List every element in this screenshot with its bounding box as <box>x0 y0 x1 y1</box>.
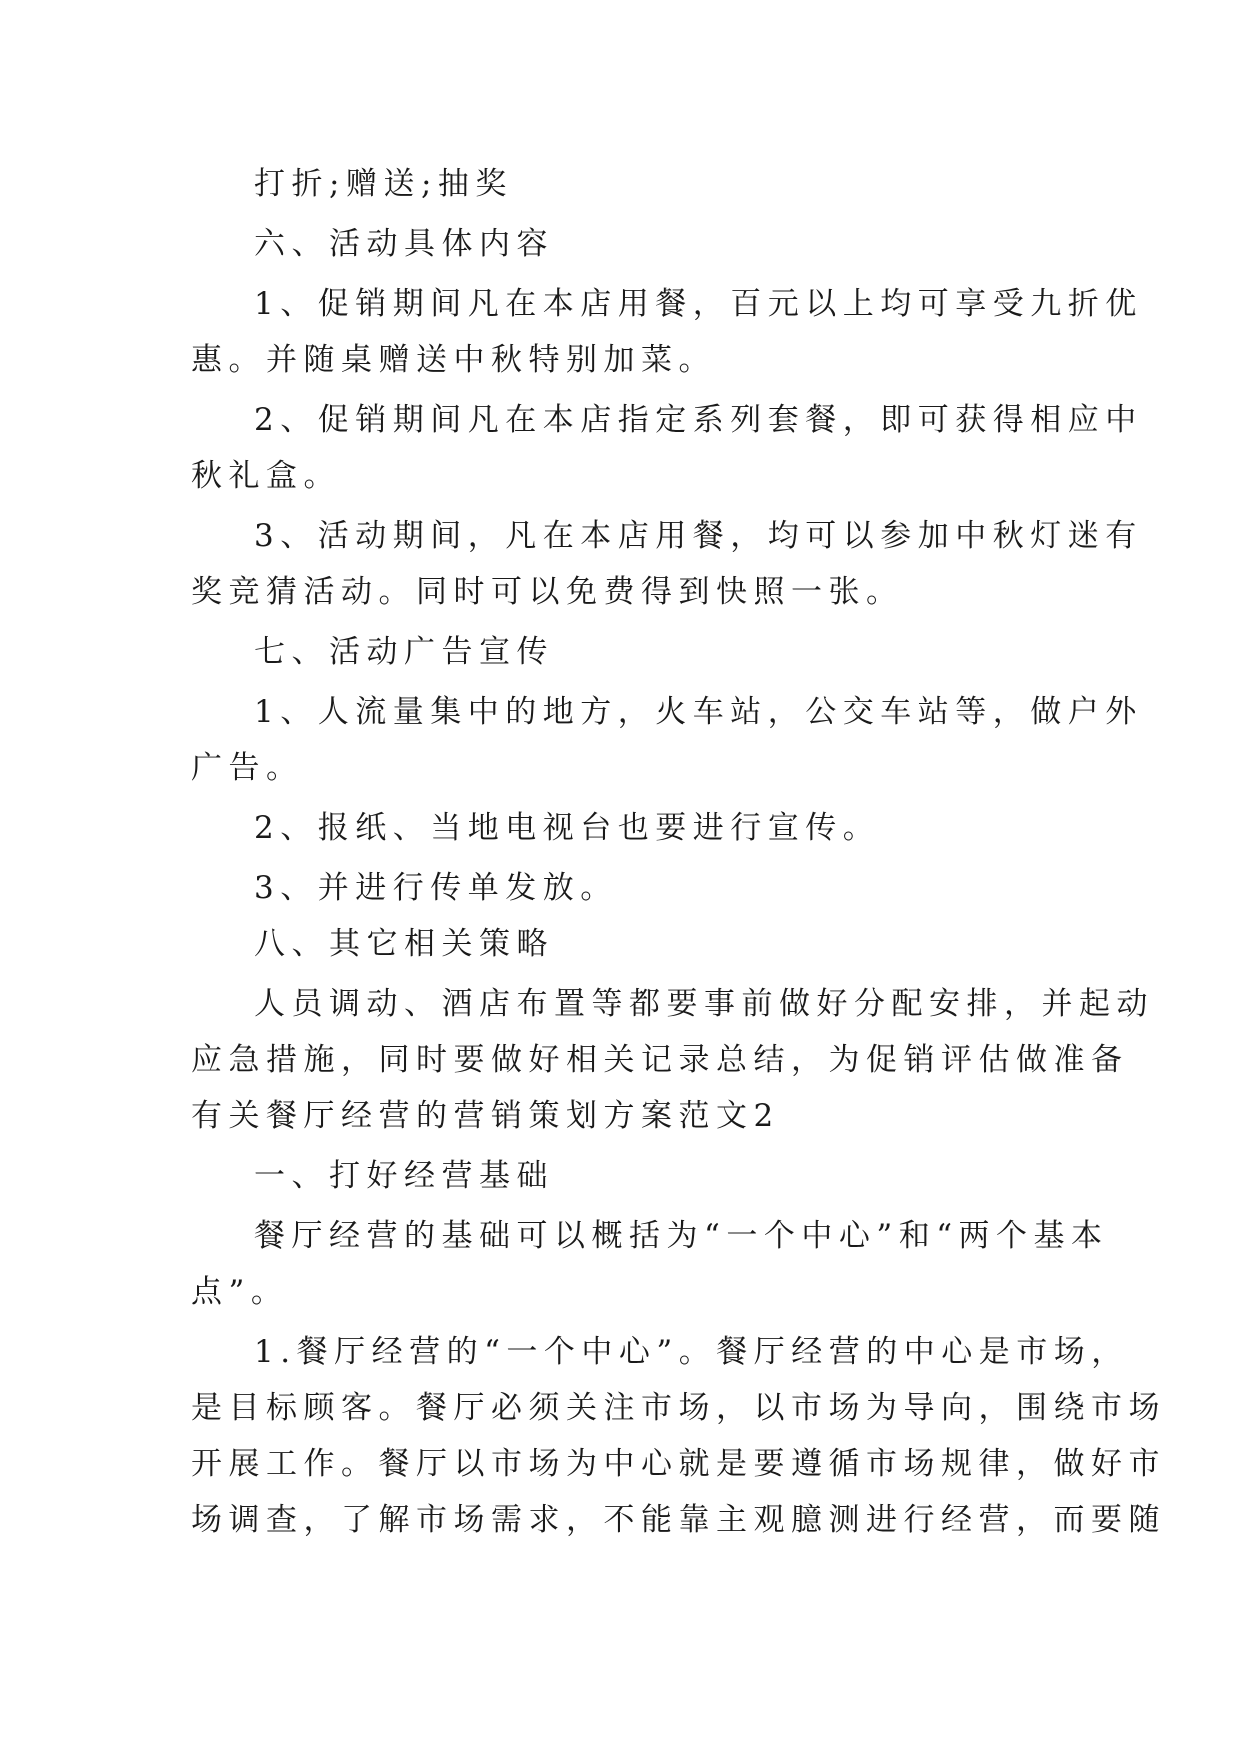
paragraph-center-line-2: 是目标顾客。餐厅必须关注市场，以市场为导向，围绕市场 <box>191 1390 1166 1426</box>
paragraph-item-3-line-1: 3、活动期间，凡在本店用餐，均可以参加中秋灯迷有 <box>254 518 1143 554</box>
paragraph-ad-1-line-1: 1、人流量集中的地方，火车站，公交车站等，做户外 <box>254 694 1143 730</box>
paragraph-ad-1-line-2: 广告。 <box>191 750 304 786</box>
section-heading-6: 六、活动具体内容 <box>254 226 554 262</box>
paragraph-ad-3: 3、并进行传单发放。 <box>254 870 618 906</box>
paragraph-item-1-line-2: 惠。并随桌赠送中秋特别加菜。 <box>191 342 716 378</box>
paragraph-ad-2: 2、报纸、当地电视台也要进行宣传。 <box>254 810 881 846</box>
paragraph-center-line-3: 开展工作。餐厅以市场为中心就是要遵循市场规律，做好市 <box>191 1446 1166 1482</box>
paragraph-basis-line-1: 餐厅经营的基础可以概括为“一个中心”和“两个基本 <box>254 1218 1109 1254</box>
paragraph-strategy-line-2: 应急措施，同时要做好相关记录总结，为促销评估做准备 <box>191 1042 1129 1078</box>
paragraph-promo-methods: 打折;赠送;抽奖 <box>254 166 513 202</box>
paragraph-basis-line-2: 点”。 <box>191 1274 289 1310</box>
article-title-2: 有关餐厅经营的营销策划方案范文2 <box>191 1098 780 1134</box>
section-heading-1: 一、打好经营基础 <box>254 1158 554 1194</box>
paragraph-strategy-line-1: 人员调动、酒店布置等都要事前做好分配安排，并起动 <box>254 986 1154 1022</box>
section-heading-7: 七、活动广告宣传 <box>254 634 554 670</box>
paragraph-item-1-line-1: 1、促销期间凡在本店用餐，百元以上均可享受九折优 <box>254 286 1143 322</box>
section-heading-8: 八、其它相关策略 <box>254 926 554 962</box>
paragraph-center-line-1: 1.餐厅经营的“一个中心”。餐厅经营的中心是市场， <box>254 1334 1129 1370</box>
paragraph-item-3-line-2: 奖竞猜活动。同时可以免费得到快照一张。 <box>191 574 904 610</box>
paragraph-center-line-4: 场调查，了解市场需求，不能靠主观臆测进行经营，而要随 <box>191 1502 1166 1538</box>
paragraph-item-2-line-1: 2、促销期间凡在本店指定系列套餐，即可获得相应中 <box>254 402 1143 438</box>
paragraph-item-2-line-2: 秋礼盒。 <box>191 458 341 494</box>
